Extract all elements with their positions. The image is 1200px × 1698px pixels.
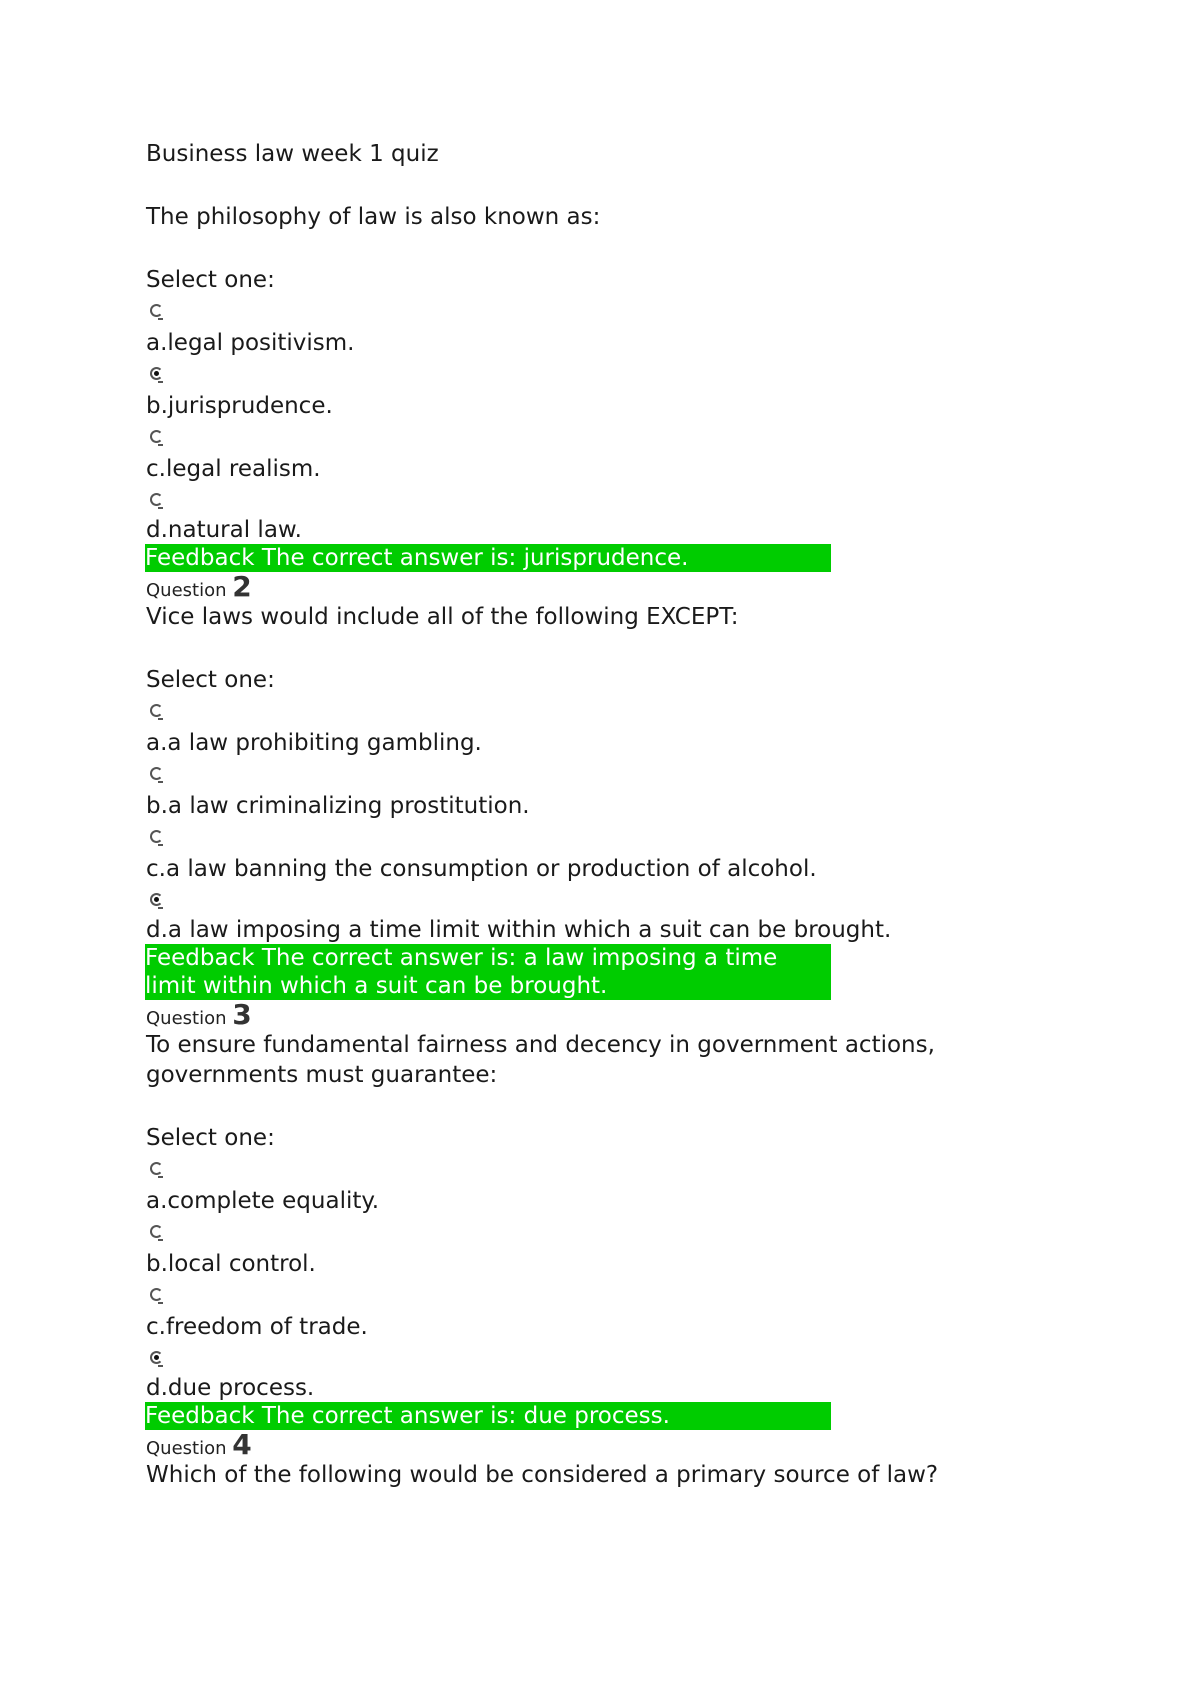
radio-icon [150, 1225, 163, 1238]
option-a: a.complete equality. [146, 1188, 380, 1214]
question-text: Which of the following would be considered a primary source of law? [146, 1462, 939, 1488]
select-prompt: Select one: [146, 667, 275, 693]
radio-button-a[interactable] [146, 296, 1046, 327]
question-1 [146, 202, 1046, 572]
option-d: d.natural law. [146, 517, 302, 543]
option-a: a.a law prohibiting gambling. [146, 730, 482, 756]
quiz-document [146, 138, 1046, 1490]
question-label-text: Question [146, 1008, 227, 1029]
question-label-text: Question [146, 580, 227, 601]
radio-icon [150, 304, 163, 317]
select-prompt: Select one: [146, 267, 275, 293]
option-c: c.freedom of trade. [146, 1314, 368, 1340]
radio-button-b[interactable] [146, 359, 1046, 390]
option-d: d.due process. [146, 1375, 315, 1401]
option-d: d.a law imposing a time limit within which a suit can be brought. [146, 917, 892, 943]
radio-checked-icon [150, 893, 163, 906]
radio-icon [150, 704, 163, 717]
radio-button-a[interactable] [146, 1154, 1046, 1185]
option-b: b.local control. [146, 1251, 316, 1277]
question-2 [146, 572, 1046, 1000]
question-number: 3 [232, 998, 252, 1031]
question-number: 4 [232, 1428, 252, 1461]
radio-icon [150, 1162, 163, 1175]
radio-button-b[interactable] [146, 759, 1046, 790]
question-number: 2 [232, 570, 252, 603]
question-text: To ensure fundamental fairness and decency in government actions, governments must guarantee: [146, 1032, 935, 1088]
radio-button-c[interactable] [146, 422, 1046, 453]
radio-button-d[interactable] [146, 485, 1046, 516]
question-3 [146, 1000, 1046, 1430]
option-a: a.legal positivism. [146, 330, 355, 356]
question-text: Vice laws would include all of the following EXCEPT: [146, 604, 739, 630]
radio-icon [150, 493, 163, 506]
radio-button-c[interactable] [146, 1280, 1046, 1311]
radio-button-d[interactable] [146, 1343, 1046, 1374]
question-label-text: Question [146, 1438, 227, 1459]
radio-button-d[interactable] [146, 885, 1046, 916]
document-title: Business law week 1 quiz [146, 141, 439, 167]
radio-checked-icon [150, 1351, 163, 1364]
option-b: b.a law criminalizing prostitution. [146, 793, 530, 819]
radio-button-a[interactable] [146, 696, 1046, 727]
feedback-box: Feedback The correct answer is: due process. [145, 1402, 831, 1430]
question-text: The philosophy of law is also known as: [146, 204, 601, 230]
radio-icon [150, 830, 163, 843]
radio-icon [150, 430, 163, 443]
question-label [146, 1430, 1046, 1460]
question-4 [146, 1430, 1046, 1490]
option-c: c.a law banning the consumption or production of alcohol. [146, 856, 817, 882]
radio-checked-icon [150, 367, 163, 380]
radio-button-c[interactable] [146, 822, 1046, 853]
feedback-box: Feedback The correct answer is: a law imposing a time limit within which a suit can be brought. [145, 944, 831, 1000]
question-label [146, 1000, 1046, 1030]
question-label [146, 572, 1046, 602]
option-b: b.jurisprudence. [146, 393, 333, 419]
option-c: c.legal realism. [146, 456, 321, 482]
feedback-box: Feedback The correct answer is: jurisprudence. [145, 544, 831, 572]
radio-icon [150, 1288, 163, 1301]
radio-button-b[interactable] [146, 1217, 1046, 1248]
radio-icon [150, 767, 163, 780]
select-prompt: Select one: [146, 1125, 275, 1151]
